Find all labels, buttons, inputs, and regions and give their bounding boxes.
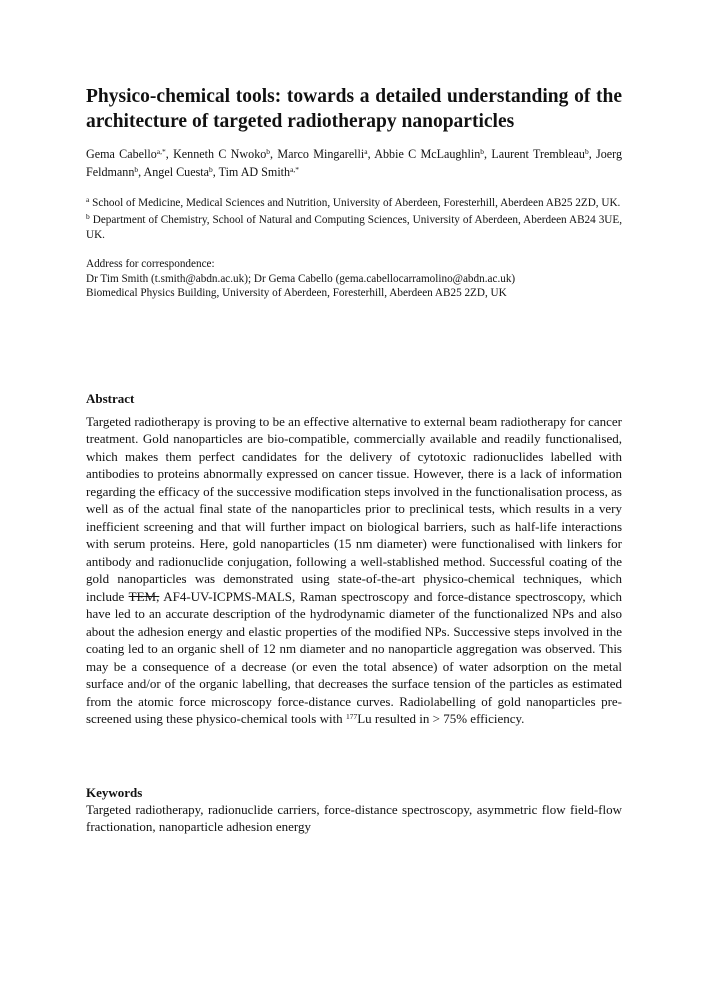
affiliation-a: $^a$ School of Medicine, Medical Sciences and Nutrition, University of Aberdeen, Foresterhill, Aberdeen AB25 2ZD, UK. <box>86 195 621 209</box>
paper-content <box>86 84 622 836</box>
author: Gema Cabello$^{a,*}$ <box>86 147 166 161</box>
affiliations <box>86 196 622 243</box>
author: Angel Cuesta$^b$ <box>143 165 213 179</box>
author: Kenneth C Nwoko$^b$ <box>173 147 271 161</box>
author-list: Gema Cabello$^{a,*}$, Kenneth C Nwoko$^b$, Marco Mingarelli$^a$, Abbie C McLaughlin$^b$, Laurent Trembleau$^b$, Joerg Feldmann$^b$, Angel Cuesta$^b$, Tim AD Smith$^{a,*}$ <box>86 147 622 179</box>
author: Abbie C McLaughlin$^b$ <box>374 147 484 161</box>
correspondence-emails: Dr Tim Smith (t.smith@abdn.ac.uk); Dr Gema Cabello (gema.cabellocarramolino@abdn.ac.uk) <box>86 272 516 285</box>
author: Joerg Feldmann$^b$ <box>86 147 622 179</box>
keywords-heading: Keywords <box>86 784 143 800</box>
affiliation-b: $^b$ Department of Chemistry, School of Natural and Computing Sciences, University of Aberdeen, Aberdeen AB24 3UE, UK. <box>86 212 623 241</box>
paper-title: Physico-chemical tools: towards a detailed understanding of the architecture of targeted radiotherapy nanoparticles <box>86 86 622 132</box>
abstract-body: Targeted radiotherapy is proving to be an effective alternative to external beam radiotherapy for cancer treatment. Gold nanoparticles are bio-compatible, commercially available and readily functionalised, which makes them perfect candidates for the delivery of cytotoxic radionuclides labelled with antibodies to proteins abnormally expressed on cancer tissue. However, there is a lack of information regarding the efficacy of the successive modification steps involved in the functionalisation process, as well as of the actual final state of the nanoparticles prior to preclinical tests, which results in a very inefficient screening and that will further impact on biological barriers, such as half-life interactions with serum proteins. Here, gold nanoparticles (15 nm diameter) were functionalised with linkers for antibody and radionuclide conjugation, following a well-stablished method. Successful coating of the gold nanoparticles was demonstrated using state-of-the-art physico-chemical techniques, which include TEM, AF4-UV-ICPMS-MALS, Raman spectroscopy and force-distance spectroscopy, which have led to an accurate description of the hydrodynamic diameter of the functionalized NPs and also about the adhesion energy and elastic properties of the modified NPs. Successive steps involved in the coating led to an organic shell of 12 nm diameter and no nanoparticle aggregation was observed. This may be a consequence of a decrease (or even the total absence) of water adsorption on the metal surface and/or of the organic labelling, that decreases the surface tension of the particles as estimated from the atomic force microscopy force-distance curves. Radiolabelling of gold nanoparticles pre-screened using these physico-chemical tools with $^{177}$Lu resulted in > 75% efficiency. <box>86 413 622 726</box>
correspondence-heading: Address for correspondence: <box>86 258 215 270</box>
isotope-mass: 177 <box>345 712 358 721</box>
struck-text: TEM, <box>128 588 160 604</box>
abstract-heading: Abstract <box>86 390 135 406</box>
author: Laurent Trembleau$^b$ <box>491 147 589 161</box>
author: Tim AD Smith$^{a,*}$ <box>218 165 300 179</box>
author: Marco Mingarelli$^a$ <box>277 147 368 161</box>
correspondence <box>86 257 622 301</box>
correspondence-address: Biomedical Physics Building, University of Aberdeen, Foresterhill, Aberdeen AB25 2ZD, UK <box>86 287 507 299</box>
keywords-text: Targeted radiotherapy, radionuclide carriers, force-distance spectroscopy, asymmetric flow field-flow fractionation, nanoparticle adhesion energy <box>86 801 622 834</box>
